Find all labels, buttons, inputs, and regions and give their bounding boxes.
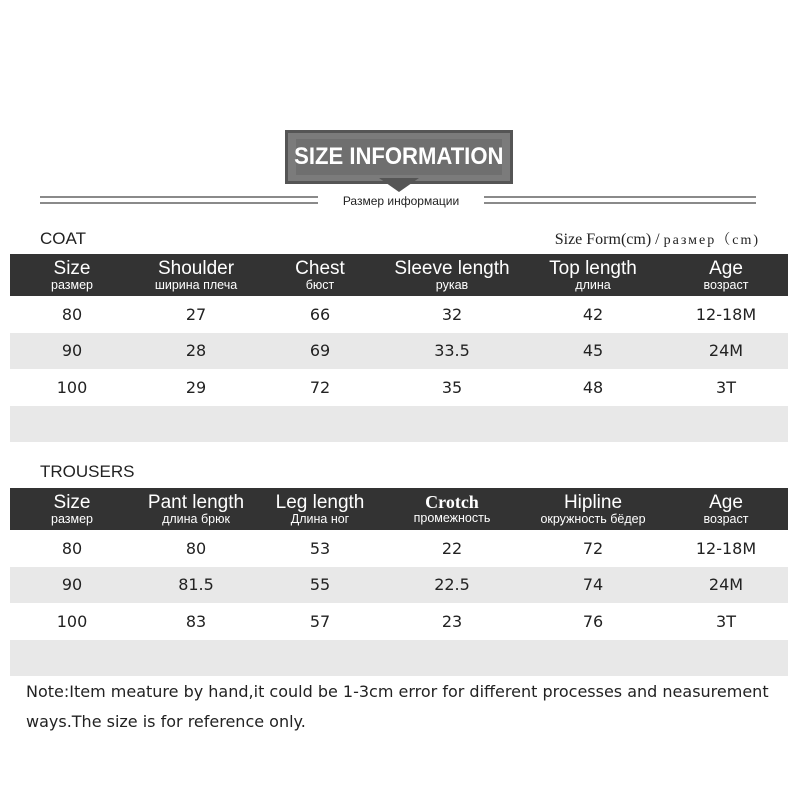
size-information-banner <box>285 130 513 194</box>
table-cell: 100 <box>10 369 134 406</box>
size-form-label-ru: размер（cm) <box>663 233 760 248</box>
banner-frame <box>285 130 513 184</box>
table-cell: 42 <box>522 296 664 333</box>
table-row <box>10 567 788 604</box>
coat-header-top-length: Top length длина <box>522 254 664 296</box>
table-cell: 74 <box>522 567 664 604</box>
table-cell: 24M <box>664 567 788 604</box>
subtitle-divider-right <box>484 196 756 204</box>
table-cell: 48 <box>522 369 664 406</box>
trousers-header-pant-length: Pant length длина брюк <box>134 488 258 530</box>
table-cell: 80 <box>10 296 134 333</box>
size-form-label-en: Size Form(cm) / <box>554 231 660 248</box>
banner-pointer <box>379 178 419 192</box>
coat-size-table <box>10 254 788 442</box>
trousers-header-row <box>10 488 788 530</box>
table-cell: 35 <box>382 369 522 406</box>
coat-header-shoulder: Shoulder ширина плеча <box>134 254 258 296</box>
table-cell: 23 <box>382 603 522 640</box>
banner-title: SIZE INFORMATION <box>294 143 504 170</box>
table-cell: 32 <box>382 296 522 333</box>
table-cell: 22.5 <box>382 567 522 604</box>
table-row <box>10 530 788 567</box>
table-row <box>10 296 788 333</box>
coat-header-size: Size размер <box>10 254 134 296</box>
table-cell-empty <box>10 640 788 677</box>
subtitle-divider-left <box>40 196 318 204</box>
table-cell: 45 <box>522 333 664 370</box>
table-row <box>10 369 788 406</box>
table-cell: 69 <box>258 333 382 370</box>
table-cell: 90 <box>10 567 134 604</box>
coat-header-chest: Chest бюст <box>258 254 382 296</box>
trousers-header-age: Age возраст <box>664 488 788 530</box>
coat-section-label: COAT <box>40 229 86 248</box>
coat-header-age: Age возраст <box>664 254 788 296</box>
trousers-size-table <box>10 488 788 676</box>
table-cell: 33.5 <box>382 333 522 370</box>
table-cell: 53 <box>258 530 382 567</box>
table-cell: 22 <box>382 530 522 567</box>
table-cell: 66 <box>258 296 382 333</box>
table-cell: 12-18M <box>664 530 788 567</box>
table-cell: 81.5 <box>134 567 258 604</box>
banner-subtitle: Размер информации <box>342 194 460 208</box>
table-cell: 28 <box>134 333 258 370</box>
table-row-empty <box>10 406 788 443</box>
table-cell: 3T <box>664 603 788 640</box>
table-cell: 76 <box>522 603 664 640</box>
table-cell-empty <box>10 406 788 443</box>
coat-header-row <box>10 254 788 296</box>
measurement-note: Note:Item meature by hand,it could be 1-3cm error for different processes and neasurement ways.The size is for reference only. <box>26 682 769 731</box>
coat-header-sleeve-length: Sleeve length рукав <box>382 254 522 296</box>
trousers-header-size: Size размер <box>10 488 134 530</box>
table-cell: 90 <box>10 333 134 370</box>
trousers-header-crotch: Crotch промежность <box>382 488 522 530</box>
size-form-label <box>555 229 760 249</box>
trousers-header-hipline: Hipline окружность бёдер <box>522 488 664 530</box>
table-cell: 24M <box>664 333 788 370</box>
table-row-empty <box>10 640 788 677</box>
table-cell: 12-18M <box>664 296 788 333</box>
table-cell: 27 <box>134 296 258 333</box>
trousers-header-leg-length: Leg length Длина ног <box>258 488 382 530</box>
table-row <box>10 333 788 370</box>
table-cell: 80 <box>134 530 258 567</box>
table-cell: 72 <box>258 369 382 406</box>
table-cell: 29 <box>134 369 258 406</box>
table-cell: 55 <box>258 567 382 604</box>
table-cell: 100 <box>10 603 134 640</box>
table-cell: 80 <box>10 530 134 567</box>
table-cell: 3T <box>664 369 788 406</box>
trousers-section-label: TROUSERS <box>40 462 135 481</box>
table-row <box>10 603 788 640</box>
table-cell: 83 <box>134 603 258 640</box>
table-cell: 72 <box>522 530 664 567</box>
table-cell: 57 <box>258 603 382 640</box>
banner-inner <box>296 139 502 175</box>
